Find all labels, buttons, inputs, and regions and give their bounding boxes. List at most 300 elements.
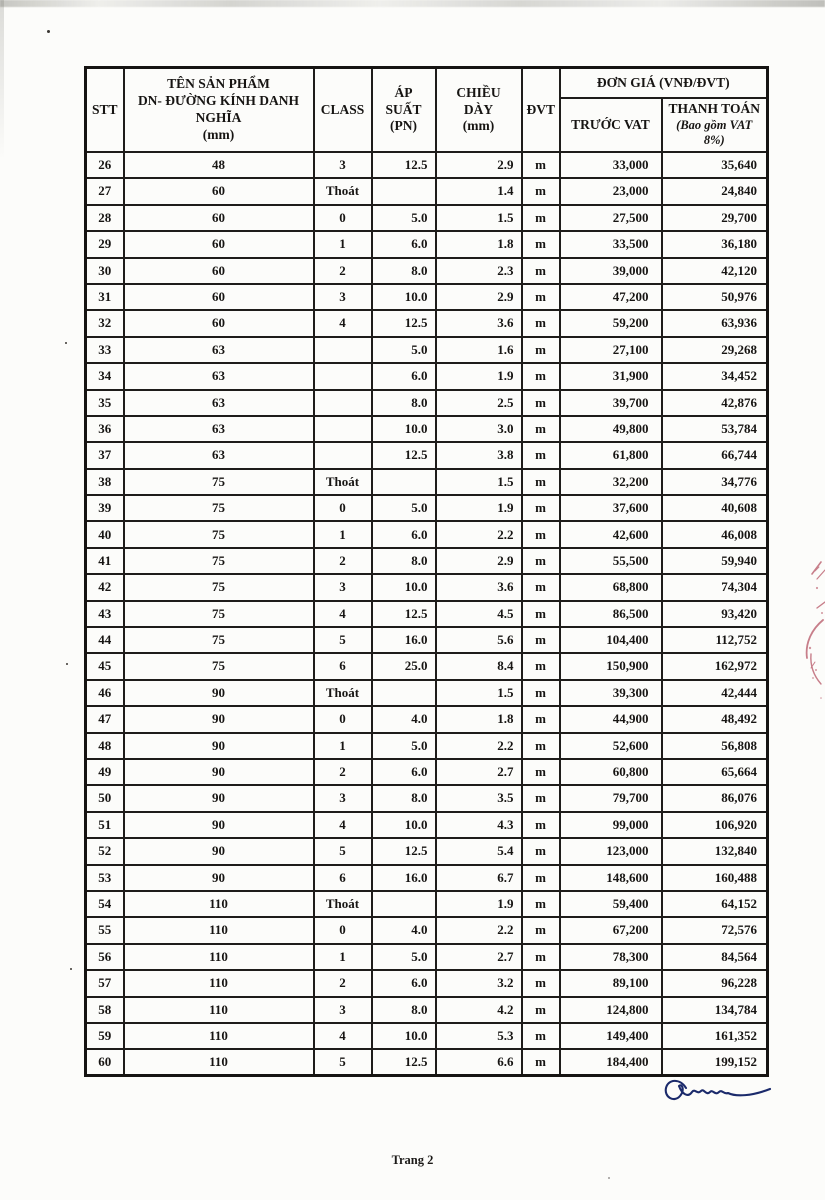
table-cell-stt: 48 bbox=[86, 733, 124, 759]
table-cell-payment: 42,876 bbox=[662, 390, 768, 416]
table-cell-pn: 16.0 bbox=[372, 865, 436, 891]
table-cell-pre_vat: 104,400 bbox=[560, 627, 662, 653]
table-cell-dn: 60 bbox=[124, 231, 314, 257]
table-cell-pre_vat: 123,000 bbox=[560, 838, 662, 864]
table-cell-unit: m bbox=[522, 152, 560, 178]
table-cell-thickness: 3.0 bbox=[436, 416, 522, 442]
table-cell-unit: m bbox=[522, 258, 560, 284]
table-cell-class: 4 bbox=[314, 310, 372, 336]
table-cell-pre_vat: 79,700 bbox=[560, 785, 662, 811]
table-cell-stt: 39 bbox=[86, 495, 124, 521]
table-cell-dn: 63 bbox=[124, 416, 314, 442]
signature bbox=[652, 1070, 777, 1118]
table-row bbox=[86, 917, 768, 943]
table-cell-stt: 35 bbox=[86, 390, 124, 416]
table-cell-pre_vat: 67,200 bbox=[560, 917, 662, 943]
table-cell-thickness: 1.8 bbox=[436, 706, 522, 732]
table-cell-unit: m bbox=[522, 601, 560, 627]
table-row bbox=[86, 548, 768, 574]
table-row bbox=[86, 363, 768, 389]
table-cell-class: 1 bbox=[314, 733, 372, 759]
table-row bbox=[86, 310, 768, 336]
table-cell-class: 3 bbox=[314, 284, 372, 310]
table-cell-stt: 42 bbox=[86, 574, 124, 600]
table-cell-stt: 59 bbox=[86, 1023, 124, 1049]
table-cell-unit: m bbox=[522, 680, 560, 706]
table-cell-thickness: 3.8 bbox=[436, 442, 522, 468]
table-cell-unit: m bbox=[522, 521, 560, 547]
table-cell-pre_vat: 27,100 bbox=[560, 337, 662, 363]
table-cell-payment: 35,640 bbox=[662, 152, 768, 178]
table-cell-unit: m bbox=[522, 733, 560, 759]
table-cell-pn: 4.0 bbox=[372, 706, 436, 732]
table-cell-pre_vat: 42,600 bbox=[560, 521, 662, 547]
table-cell-unit: m bbox=[522, 416, 560, 442]
table-cell-pre_vat: 39,300 bbox=[560, 680, 662, 706]
table-cell-pn: 8.0 bbox=[372, 997, 436, 1023]
table-cell-dn: 90 bbox=[124, 680, 314, 706]
table-cell-unit: m bbox=[522, 706, 560, 732]
table-cell-pn bbox=[372, 178, 436, 204]
table-cell-dn: 110 bbox=[124, 1023, 314, 1049]
table-cell-payment: 162,972 bbox=[662, 653, 768, 679]
header-product-line3: (mm) bbox=[202, 126, 235, 142]
table-cell-dn: 75 bbox=[124, 548, 314, 574]
table-cell-pre_vat: 78,300 bbox=[560, 944, 662, 970]
table-cell-pn: 5.0 bbox=[372, 495, 436, 521]
table-cell-stt: 47 bbox=[86, 706, 124, 732]
table-cell-payment: 34,776 bbox=[662, 469, 768, 495]
table-cell-thickness: 3.5 bbox=[436, 785, 522, 811]
table-cell-unit: m bbox=[522, 363, 560, 389]
table-cell-stt: 52 bbox=[86, 838, 124, 864]
table-cell-payment: 40,608 bbox=[662, 495, 768, 521]
table-cell-dn: 110 bbox=[124, 970, 314, 996]
table-cell-pn: 4.0 bbox=[372, 917, 436, 943]
table-cell-pre_vat: 60,800 bbox=[560, 759, 662, 785]
table-row bbox=[86, 442, 768, 468]
table-cell-unit: m bbox=[522, 337, 560, 363]
table-cell-payment: 74,304 bbox=[662, 574, 768, 600]
table-cell-stt: 45 bbox=[86, 653, 124, 679]
table-cell-unit: m bbox=[522, 442, 560, 468]
table-cell-class: Thoát bbox=[314, 178, 372, 204]
table-cell-unit: m bbox=[522, 891, 560, 917]
table-cell-pn: 5.0 bbox=[372, 944, 436, 970]
table-cell-payment: 86,076 bbox=[662, 785, 768, 811]
table-cell-payment: 72,576 bbox=[662, 917, 768, 943]
table-cell-pre_vat: 37,600 bbox=[560, 495, 662, 521]
table-cell-stt: 54 bbox=[86, 891, 124, 917]
table-cell-stt: 38 bbox=[86, 469, 124, 495]
header-payment-line1: THANH TOÁN bbox=[668, 100, 760, 116]
table-cell-unit: m bbox=[522, 495, 560, 521]
table-cell-stt: 53 bbox=[86, 865, 124, 891]
table-cell-unit: m bbox=[522, 178, 560, 204]
table-cell-pre_vat: 31,900 bbox=[560, 363, 662, 389]
table-row bbox=[86, 759, 768, 785]
table-cell-pn bbox=[372, 680, 436, 706]
header-payment bbox=[662, 98, 768, 152]
table-cell-unit: m bbox=[522, 838, 560, 864]
table-cell-pre_vat: 39,000 bbox=[560, 258, 662, 284]
table-cell-pn: 10.0 bbox=[372, 284, 436, 310]
table-cell-unit: m bbox=[522, 205, 560, 231]
red-stamp-fragment bbox=[781, 558, 825, 733]
table-cell-stt: 37 bbox=[86, 442, 124, 468]
table-cell-pn: 25.0 bbox=[372, 653, 436, 679]
table-cell-dn: 90 bbox=[124, 865, 314, 891]
table-cell-thickness: 1.9 bbox=[436, 363, 522, 389]
table-cell-unit: m bbox=[522, 812, 560, 838]
table-row bbox=[86, 469, 768, 495]
table-cell-pn: 12.5 bbox=[372, 310, 436, 336]
table-cell-pre_vat: 55,500 bbox=[560, 548, 662, 574]
header-unit: ĐVT bbox=[522, 68, 560, 153]
table-cell-dn: 60 bbox=[124, 310, 314, 336]
table-cell-pre_vat: 52,600 bbox=[560, 733, 662, 759]
table-cell-class: 4 bbox=[314, 1023, 372, 1049]
table-row bbox=[86, 944, 768, 970]
table-cell-stt: 27 bbox=[86, 178, 124, 204]
table-cell-pn: 12.5 bbox=[372, 442, 436, 468]
table-cell-unit: m bbox=[522, 785, 560, 811]
table-cell-dn: 110 bbox=[124, 997, 314, 1023]
scan-speck bbox=[608, 1177, 610, 1179]
table-cell-stt: 28 bbox=[86, 205, 124, 231]
table-cell-dn: 75 bbox=[124, 495, 314, 521]
table-cell-thickness: 1.8 bbox=[436, 231, 522, 257]
table-cell-stt: 44 bbox=[86, 627, 124, 653]
table-row bbox=[86, 521, 768, 547]
table-cell-pn: 12.5 bbox=[372, 601, 436, 627]
table-cell-payment: 42,444 bbox=[662, 680, 768, 706]
table-cell-payment: 34,452 bbox=[662, 363, 768, 389]
table-cell-dn: 110 bbox=[124, 1049, 314, 1075]
table-cell-dn: 63 bbox=[124, 442, 314, 468]
table-cell-payment: 56,808 bbox=[662, 733, 768, 759]
scan-speck bbox=[65, 342, 67, 344]
table-cell-class: 5 bbox=[314, 838, 372, 864]
table-cell-pn: 10.0 bbox=[372, 574, 436, 600]
table-cell-payment: 48,492 bbox=[662, 706, 768, 732]
table-cell-thickness: 2.7 bbox=[436, 759, 522, 785]
table-cell-dn: 63 bbox=[124, 390, 314, 416]
table-cell-class: 0 bbox=[314, 495, 372, 521]
table-cell-class: 2 bbox=[314, 258, 372, 284]
table-row bbox=[86, 970, 768, 996]
header-price-group: ĐƠN GIÁ (VNĐ/ĐVT) bbox=[560, 68, 768, 99]
table-cell-unit: m bbox=[522, 970, 560, 996]
table-cell-pre_vat: 184,400 bbox=[560, 1049, 662, 1075]
table-cell-stt: 31 bbox=[86, 284, 124, 310]
table-cell-payment: 24,840 bbox=[662, 178, 768, 204]
table-cell-dn: 90 bbox=[124, 785, 314, 811]
table-cell-pn: 6.0 bbox=[372, 521, 436, 547]
header-pressure: ÁP SUẤT (PN) bbox=[372, 68, 436, 153]
table-cell-unit: m bbox=[522, 865, 560, 891]
table-cell-dn: 63 bbox=[124, 363, 314, 389]
table-cell-thickness: 4.5 bbox=[436, 601, 522, 627]
table-cell-stt: 55 bbox=[86, 917, 124, 943]
table-row bbox=[86, 416, 768, 442]
table-cell-thickness: 2.9 bbox=[436, 152, 522, 178]
table-cell-payment: 29,268 bbox=[662, 337, 768, 363]
header-pre-vat: TRƯỚC VAT bbox=[560, 98, 662, 152]
table-cell-class: 4 bbox=[314, 601, 372, 627]
table-cell-dn: 110 bbox=[124, 944, 314, 970]
table-row bbox=[86, 258, 768, 284]
table-cell-pre_vat: 27,500 bbox=[560, 205, 662, 231]
table-cell-dn: 60 bbox=[124, 258, 314, 284]
table-cell-pre_vat: 149,400 bbox=[560, 1023, 662, 1049]
table-cell-pre_vat: 86,500 bbox=[560, 601, 662, 627]
table-cell-unit: m bbox=[522, 390, 560, 416]
table-cell-payment: 50,976 bbox=[662, 284, 768, 310]
table-cell-pre_vat: 150,900 bbox=[560, 653, 662, 679]
table-header bbox=[86, 68, 768, 153]
table-row bbox=[86, 178, 768, 204]
table-cell-thickness: 2.2 bbox=[436, 733, 522, 759]
table-row bbox=[86, 733, 768, 759]
table-cell-thickness: 5.4 bbox=[436, 838, 522, 864]
table-cell-pn: 12.5 bbox=[372, 838, 436, 864]
table-cell-thickness: 4.3 bbox=[436, 812, 522, 838]
table-cell-pre_vat: 32,200 bbox=[560, 469, 662, 495]
table-cell-thickness: 3.2 bbox=[436, 970, 522, 996]
table-cell-dn: 48 bbox=[124, 152, 314, 178]
table-cell-class: 2 bbox=[314, 970, 372, 996]
table-row bbox=[86, 891, 768, 917]
table-cell-unit: m bbox=[522, 944, 560, 970]
table-cell-payment: 84,564 bbox=[662, 944, 768, 970]
table-cell-class: 3 bbox=[314, 997, 372, 1023]
table-cell-stt: 40 bbox=[86, 521, 124, 547]
table-cell-pre_vat: 59,200 bbox=[560, 310, 662, 336]
table-cell-thickness: 1.9 bbox=[436, 891, 522, 917]
table-cell-pre_vat: 33,000 bbox=[560, 152, 662, 178]
table-cell-class bbox=[314, 442, 372, 468]
table-cell-class: 3 bbox=[314, 785, 372, 811]
table-cell-class: 1 bbox=[314, 944, 372, 970]
table-cell-unit: m bbox=[522, 548, 560, 574]
table-cell-stt: 60 bbox=[86, 1049, 124, 1075]
table-cell-class bbox=[314, 390, 372, 416]
table-cell-class: 2 bbox=[314, 548, 372, 574]
table-cell-dn: 60 bbox=[124, 178, 314, 204]
table-cell-unit: m bbox=[522, 310, 560, 336]
scan-artifact-left bbox=[0, 0, 4, 160]
table-cell-stt: 50 bbox=[86, 785, 124, 811]
table-cell-dn: 60 bbox=[124, 284, 314, 310]
table-cell-pn bbox=[372, 469, 436, 495]
table-cell-dn: 90 bbox=[124, 812, 314, 838]
table-row bbox=[86, 601, 768, 627]
table-row bbox=[86, 574, 768, 600]
table-cell-pn: 6.0 bbox=[372, 759, 436, 785]
table-cell-payment: 106,920 bbox=[662, 812, 768, 838]
header-thickness: CHIỀU DÀY (mm) bbox=[436, 68, 522, 153]
table-cell-class: 0 bbox=[314, 917, 372, 943]
table-row bbox=[86, 627, 768, 653]
table-cell-unit: m bbox=[522, 1049, 560, 1075]
table-cell-thickness: 6.6 bbox=[436, 1049, 522, 1075]
table-cell-payment: 112,752 bbox=[662, 627, 768, 653]
table-cell-pre_vat: 44,900 bbox=[560, 706, 662, 732]
table-cell-stt: 30 bbox=[86, 258, 124, 284]
header-product-line2: DN- ĐƯỜNG KÍNH DANH NGHĨA bbox=[137, 93, 300, 125]
table-row bbox=[86, 838, 768, 864]
table-cell-pn: 8.0 bbox=[372, 258, 436, 284]
table-cell-stt: 58 bbox=[86, 997, 124, 1023]
table-cell-class: 6 bbox=[314, 865, 372, 891]
table-cell-stt: 29 bbox=[86, 231, 124, 257]
table-cell-thickness: 8.4 bbox=[436, 653, 522, 679]
table-cell-dn: 75 bbox=[124, 574, 314, 600]
page-number: Trang 2 bbox=[391, 1153, 434, 1167]
table-row bbox=[86, 653, 768, 679]
table-cell-dn: 110 bbox=[124, 917, 314, 943]
table-cell-thickness: 2.9 bbox=[436, 284, 522, 310]
scan-speck bbox=[66, 663, 68, 665]
table-cell-class bbox=[314, 363, 372, 389]
table-cell-pn: 6.0 bbox=[372, 363, 436, 389]
table-cell-stt: 32 bbox=[86, 310, 124, 336]
table-cell-class: 2 bbox=[314, 759, 372, 785]
table-cell-class bbox=[314, 337, 372, 363]
table-cell-pre_vat: 23,000 bbox=[560, 178, 662, 204]
table-cell-payment: 134,784 bbox=[662, 997, 768, 1023]
table-cell-dn: 75 bbox=[124, 601, 314, 627]
table-cell-thickness: 2.9 bbox=[436, 548, 522, 574]
table-row bbox=[86, 680, 768, 706]
table-cell-pn: 8.0 bbox=[372, 548, 436, 574]
table-cell-class: 6 bbox=[314, 653, 372, 679]
table-cell-thickness: 4.2 bbox=[436, 997, 522, 1023]
header-stt: STT bbox=[86, 68, 124, 153]
table-cell-dn: 90 bbox=[124, 759, 314, 785]
table-cell-payment: 199,152 bbox=[662, 1049, 768, 1075]
price-table bbox=[84, 66, 769, 1077]
table-cell-payment: 96,228 bbox=[662, 970, 768, 996]
header-payment-line2: (Bao gồm VAT 8%) bbox=[676, 117, 753, 148]
table-cell-payment: 132,840 bbox=[662, 838, 768, 864]
table-row bbox=[86, 785, 768, 811]
table-cell-class: 0 bbox=[314, 706, 372, 732]
header-product-line1: TÊN SẢN PHẨM bbox=[167, 76, 270, 92]
table-cell-thickness: 2.5 bbox=[436, 390, 522, 416]
header-class: CLASS bbox=[314, 68, 372, 153]
table-cell-thickness: 5.6 bbox=[436, 627, 522, 653]
table-row bbox=[86, 865, 768, 891]
table-cell-payment: 160,488 bbox=[662, 865, 768, 891]
table-cell-unit: m bbox=[522, 627, 560, 653]
table-cell-pre_vat: 47,200 bbox=[560, 284, 662, 310]
table-cell-pn: 5.0 bbox=[372, 205, 436, 231]
table-cell-payment: 29,700 bbox=[662, 205, 768, 231]
table-cell-pn: 6.0 bbox=[372, 231, 436, 257]
table-row bbox=[86, 231, 768, 257]
table-cell-stt: 26 bbox=[86, 152, 124, 178]
table-cell-dn: 75 bbox=[124, 521, 314, 547]
table-cell-pre_vat: 124,800 bbox=[560, 997, 662, 1023]
table-cell-pn: 8.0 bbox=[372, 390, 436, 416]
table-cell-unit: m bbox=[522, 653, 560, 679]
table-cell-payment: 64,152 bbox=[662, 891, 768, 917]
table-cell-stt: 43 bbox=[86, 601, 124, 627]
table-cell-thickness: 1.4 bbox=[436, 178, 522, 204]
table-cell-stt: 51 bbox=[86, 812, 124, 838]
table-cell-stt: 36 bbox=[86, 416, 124, 442]
table-cell-dn: 75 bbox=[124, 627, 314, 653]
table-cell-payment: 46,008 bbox=[662, 521, 768, 547]
table-cell-payment: 59,940 bbox=[662, 548, 768, 574]
table-cell-pn: 5.0 bbox=[372, 733, 436, 759]
table-body bbox=[86, 152, 768, 1076]
table-cell-payment: 42,120 bbox=[662, 258, 768, 284]
table-cell-stt: 41 bbox=[86, 548, 124, 574]
table-cell-pn: 12.5 bbox=[372, 152, 436, 178]
table-cell-dn: 90 bbox=[124, 706, 314, 732]
table-cell-pre_vat: 61,800 bbox=[560, 442, 662, 468]
table-cell-pn: 10.0 bbox=[372, 416, 436, 442]
table-cell-thickness: 1.9 bbox=[436, 495, 522, 521]
table-cell-pre_vat: 99,000 bbox=[560, 812, 662, 838]
table-cell-unit: m bbox=[522, 469, 560, 495]
table-cell-dn: 75 bbox=[124, 653, 314, 679]
table-cell-thickness: 6.7 bbox=[436, 865, 522, 891]
table-cell-unit: m bbox=[522, 574, 560, 600]
scan-speck bbox=[47, 30, 50, 33]
table-cell-pre_vat: 33,500 bbox=[560, 231, 662, 257]
table-row bbox=[86, 1023, 768, 1049]
table-row bbox=[86, 337, 768, 363]
table-cell-pn: 6.0 bbox=[372, 970, 436, 996]
table-cell-stt: 56 bbox=[86, 944, 124, 970]
table-cell-stt: 57 bbox=[86, 970, 124, 996]
table-cell-pn bbox=[372, 891, 436, 917]
table-cell-class: 1 bbox=[314, 521, 372, 547]
scan-speck bbox=[70, 968, 72, 970]
table-cell-unit: m bbox=[522, 917, 560, 943]
table-cell-unit: m bbox=[522, 759, 560, 785]
table-cell-dn: 90 bbox=[124, 733, 314, 759]
table-cell-payment: 93,420 bbox=[662, 601, 768, 627]
table-cell-pn: 10.0 bbox=[372, 1023, 436, 1049]
table-row bbox=[86, 495, 768, 521]
table-cell-payment: 65,664 bbox=[662, 759, 768, 785]
table-cell-dn: 75 bbox=[124, 469, 314, 495]
table-cell-pre_vat: 59,400 bbox=[560, 891, 662, 917]
table-row bbox=[86, 997, 768, 1023]
table-cell-thickness: 3.6 bbox=[436, 310, 522, 336]
table-cell-payment: 36,180 bbox=[662, 231, 768, 257]
table-cell-stt: 46 bbox=[86, 680, 124, 706]
table-cell-pre_vat: 68,800 bbox=[560, 574, 662, 600]
table-cell-class: 3 bbox=[314, 574, 372, 600]
table-row bbox=[86, 706, 768, 732]
table-cell-class: Thoát bbox=[314, 680, 372, 706]
table-cell-payment: 53,784 bbox=[662, 416, 768, 442]
table-cell-pre_vat: 39,700 bbox=[560, 390, 662, 416]
table-cell-unit: m bbox=[522, 1023, 560, 1049]
table-cell-stt: 49 bbox=[86, 759, 124, 785]
table-cell-unit: m bbox=[522, 231, 560, 257]
scan-artifact-top bbox=[0, 0, 825, 7]
table-cell-dn: 90 bbox=[124, 838, 314, 864]
header-product bbox=[124, 68, 314, 153]
table-cell-dn: 110 bbox=[124, 891, 314, 917]
